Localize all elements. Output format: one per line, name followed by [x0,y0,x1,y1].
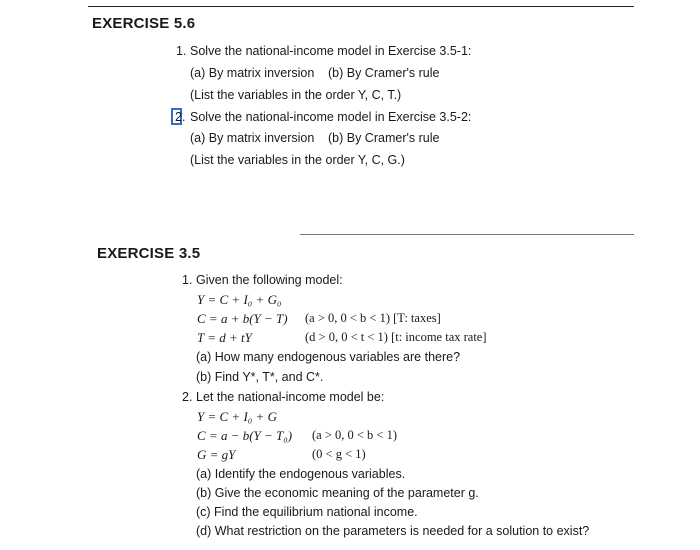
ex56-q2-number: 2. [175,110,186,124]
ex35-q2-eq3-condition: (0 < g < 1) [312,447,366,461]
ex35-q1-eq2-condition: (a > 0, 0 < b < 1) [T: taxes] [305,311,441,325]
ex56-q1-note: (List the variables in the order Y, C, T.) [190,88,402,102]
ex56-q2-note: (List the variables in the order Y, C, G.) [190,153,405,167]
ex35-q1-part-b: (b) Find Y*, T*, and C*. [196,370,324,384]
ex56-q2-text: Solve the national-income model in Exercise 3.5-2: [190,110,472,124]
ex35-q2-part-d: (d) What restriction on the parameters is needed for a solution to exist? [196,524,590,538]
ex35-q2-text: Let the national-income model be: [196,390,385,404]
ex35-q2-eq2-condition: (a > 0, 0 < b < 1) [312,428,398,442]
ex35-q2-eq1: Y = C + I₀ + G [197,409,277,424]
ex35-q1-part-a: (a) How many endogenous variables are there? [196,350,461,364]
ex35-q1-eq3: T = d + tY [197,330,252,345]
exercise-3-5-heading: EXERCISE 3.5 [97,245,201,262]
top-rule [88,6,634,7]
ex35-q2-part-a: (a) Identify the endogenous variables. [196,467,406,481]
exercise-5-6-heading: EXERCISE 5.6 [92,15,196,32]
ex56-q1-part-a: (a) By matrix inversion [190,66,315,80]
ex56-q1-part-b: (b) By Cramer's rule [328,66,440,80]
ex56-q1-number: 1. [176,44,187,58]
ex35-q2-part-c: (c) Find the equilibrium national income. [196,505,418,519]
ex35-q1-text: Given the following model: [196,273,343,287]
ex35-q2-number: 2. [182,390,193,404]
ex56-q2-part-a: (a) By matrix inversion [190,131,315,145]
ex56-q1-text: Solve the national-income model in Exercise 3.5-1: [190,44,472,58]
middle-rule [300,234,634,235]
ex35-q1-eq1: Y = C + I₀ + G₀ [197,292,282,307]
ex35-q2-eq2: C = a − b(Y − T₀) [197,428,293,443]
ex35-q1-eq2: C = a + b(Y − T) [197,311,288,326]
ex35-q1-eq3-condition: (d > 0, 0 < t < 1) [t: income tax rate] [305,330,487,344]
ex35-q2-part-b: (b) Give the economic meaning of the parameter g. [196,486,479,500]
ex35-q2-eq3: G = gY [197,447,236,462]
ex35-q1-number: 1. [182,273,193,287]
ex56-q2-part-b: (b) By Cramer's rule [328,131,440,145]
